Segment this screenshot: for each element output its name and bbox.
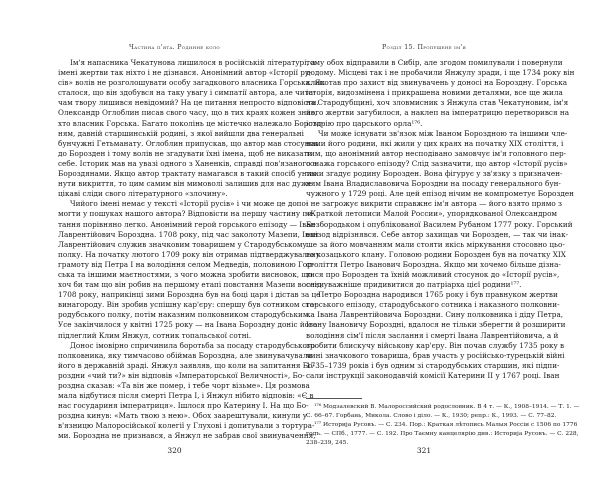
text-line: підлеглий Клим Янжул, сотник топальської сотні. xyxy=(58,330,252,340)
right-page xyxy=(306,0,580,481)
text-line: і не загрожує викрити справжнє ім'я автора — його взято прямо з xyxy=(306,199,562,209)
text-line: Чи може існувати зв'язок між Іваном Бороздною та іншими чле- xyxy=(318,128,568,138)
text-line: Петро Бороздна народився 1765 року і був правнуком жертви xyxy=(318,290,558,300)
text-line: історію про царського орла¹⁷⁶. xyxy=(306,118,423,128)
text-line: нути викриття, то цим самим він мимоволі залишив для нас дуже xyxy=(58,179,312,189)
text-line: тання порівняно легко. Анонімний герой горського епізоду — Іван xyxy=(58,219,316,229)
text-line: на Стародубщині, хоч зловмисник з Янжула став Чекатуновим, ім'я xyxy=(306,98,569,108)
text-line: горського епізоду, стародубського сотника і наказного полковни- xyxy=(306,300,560,310)
text-line: Івану Івановичу Бороздні, вдалося не тільки зберегти й розширити xyxy=(306,320,566,330)
text-line: історія, видозмінена і прикрашена новими деталями, все ще жила xyxy=(306,88,563,98)
text-line: чині значкового товариша, брав участь у російсько-турецькій війні xyxy=(306,350,565,360)
text-line: Лаврентійович служив значковим товаришем у Стародубському xyxy=(58,239,307,249)
text-line: до Борозден і тому волів не згадувати їхні імена, щоб не виказати xyxy=(58,148,313,158)
text-line: полковника, яку тимчасово обіймав Бороздна, але звинувачували xyxy=(58,350,313,360)
text-line: бунчужні Гетьманату. Оглоблин припускав, що автор мав стосунок xyxy=(58,138,319,148)
text-line: го козацького клану. Головою родини Борозден був на початку XIX xyxy=(306,249,566,259)
footnote-line: 238–239, 245. xyxy=(306,440,349,446)
text-line: себе. Історик мав на увазі одного з Ханенків, справді пов'язаного з xyxy=(58,158,317,168)
text-line: в'язницю Малоросійської колегії у Глухові і допитували з тортура- xyxy=(58,421,315,431)
text-line: сонажа горського епізоду? Слід зазначити, що автор «Історії русів» xyxy=(306,158,568,168)
text-line: полку. На початку лютого 1709 року він отримав підтверджувальну xyxy=(58,249,321,259)
text-line: роздни «чий ти?» він відповів «Імператорської Величності», Бо- xyxy=(58,370,305,380)
text-line: тому обох відправили в Сибір, але згодом помилували і повернули xyxy=(306,58,563,67)
text-line: ська та іншими маєтностями, з чого можна зробити висновок, що xyxy=(58,269,313,279)
text-line: Ім'я напасника Чекатунова лишилося в російській літературі, а xyxy=(70,58,316,67)
text-line: мала відбутися після смерті Петра І, і Янжул нібито відповів: «Є в xyxy=(58,391,314,401)
text-line: Чийого імені немає у тексті «Історії русів» і чи може це допо- xyxy=(70,199,309,209)
text-line: століття Петро Іванович Бороздна. Якщо ми хочемо більше дізна- xyxy=(306,259,561,269)
text-line: 1708 року, наприкінці зими Бороздна був на боці царя і дістав за це xyxy=(58,290,321,300)
text-line: винагороду. Він зробив успішну кар'єру: спершу був сотником ста- xyxy=(58,300,317,310)
footnote-line: ¹⁷⁶ Модзалевский В. Малороссийский родословник. В 4 т. — К., 1908–1914. — Т. 1. — xyxy=(314,404,580,410)
text-line: нас государиня імператриця». Ішлося про Катерину І. На що Бо- xyxy=(58,401,309,411)
text-line: слід уважніше придивитися до патріарха цієї родини¹⁷⁷. xyxy=(306,280,522,290)
text-line: цікаві сліди свого літературного «злочину». xyxy=(58,189,228,199)
text-line: Безбородьком і опублікованої Василем Рубаном 1777 року. Горський xyxy=(306,219,573,229)
text-line: його в державній зраді. Янжул заявляв, що коли на запитання Бо- xyxy=(58,360,315,370)
text-line: клопотав про захист від звинувачень у доносі на Бороздну. Горська xyxy=(306,78,568,88)
text-line: імені жертви так ніхто і не дізнався. Анонімний автор «Історії ру- xyxy=(58,68,312,78)
running-head: Розділ 15. Пропущене ім'я xyxy=(381,44,467,51)
text-line: Донос імовірно спричинила боротьба за посаду стародубського xyxy=(70,340,316,350)
text-line: хто власник Горська. Багато поколінь це містечко належало Борозд- xyxy=(58,118,324,128)
text-line: нами його родини, які жили у цих краях на початку XIX століття, і xyxy=(306,138,564,148)
text-line: ми. Бороздна не признався, а Янжул не забрав свої звинувачення, xyxy=(58,431,316,441)
footnote-line: С. 66–67. Горбань, Микола. Слово і діло. — К., 1930; репр.: К., 1993. — С. 77–82. xyxy=(306,413,557,419)
body-text xyxy=(306,58,575,381)
text-line: Усе закінчилося у квітні 1725 року — на Івана Бороздну доніс його xyxy=(58,320,318,330)
left-page xyxy=(58,0,325,481)
text-line: зробити блискучу військову кар'єру. Він почав службу 1735 року в xyxy=(306,340,565,350)
text-line: ка Івана Лаврентійовича Бороздни. Сину полковника і діду Петра, xyxy=(306,310,564,320)
text-line: ням, давній старшинській родині, з якої вийшли два генеральні xyxy=(58,128,304,138)
text-line: родубського полку, потім наказним полковником стародубським. xyxy=(58,310,311,320)
text-line: сали інструкції законодавчій комісії Катерини II у 1767 році. Іван xyxy=(306,370,560,380)
text-line: додому. Місцеві так і не пробачили Янжулу зради, і ще 1734 року він xyxy=(306,68,575,78)
text-line: роздна сказав: «Та він же помер, і тебе чорт візьме». Ця розмова xyxy=(58,381,310,390)
text-line: «Краткой летописи Малой России», упорядкованої Олександром xyxy=(306,209,558,219)
footnote-line: годъ. — СПб., 1777. — С. 192. Про Таємну канцелярію див.: Историја Русовъ. — С. 228, xyxy=(306,431,579,437)
text-line: тися про Борозден та їхній можливий стосунок до «Історії русів», xyxy=(306,269,560,279)
text-line: грамоту від Петра І на володіння селом Медведів, половиною Гор- xyxy=(58,259,315,269)
running-head: Частина п'ята. Родинне коло xyxy=(128,44,221,51)
text-line: володіння сім'ї після заслання і смерті Івана Лаврентійовича, а й xyxy=(306,330,559,340)
text-line: Лаврентійович Бороздна. 1708 року, під час заколоту Мазепи, Іван xyxy=(58,229,319,239)
text-line: 1735–1739 років і був одним зі стародубських старшин, які підпи- xyxy=(306,360,560,370)
page-number: 320 xyxy=(167,446,182,455)
text-line: ням Івана Владиславовича Бороздни на посаду генерального бун- xyxy=(306,179,561,189)
page-number: 321 xyxy=(416,446,432,455)
text-line: ше за його мовчанням мали стояти якісь міркування стосовно цьо- xyxy=(306,239,565,249)
body-text xyxy=(58,58,325,442)
text-line: його жертви загубилося, а наклеп на імператрицю перетворився на xyxy=(306,108,570,118)
text-line: епізод відрізнявся. Себе автор захищав чи Борозден, — так чи інак- xyxy=(306,229,569,239)
text-line: Бороздянами. Якщо автор трактату намагався в такий спосіб уник- xyxy=(58,169,319,179)
footnotes xyxy=(306,403,580,448)
text-line: тим, що анонімний автор несподівано замовчує ім'я головного пер- xyxy=(306,148,567,158)
text-line: хоч би там що він робив на першому етапі повстання Мазепи восени xyxy=(58,280,325,290)
text-line: роздна кинув: «Мать твою з нею». Обох заарештували, кинули у xyxy=(58,411,307,421)
text-line: чужного у 1729 році. Але цей епізод нічим не компрометує Борозден xyxy=(306,189,574,199)
text-line: сталося, що він здобувся на таку увагу і симпатії автора, але чита- xyxy=(58,88,316,98)
text-line: могти у пошуках нашого автора? Відповісти на першу частину пи- xyxy=(58,209,315,219)
text-line: чам твору лишився невідомий? На це питання непросто відповісти. xyxy=(58,98,319,108)
text-line: сів» волів не розголошувати особу загадкового власника Горська. Як xyxy=(58,78,325,88)
footnote-divider xyxy=(306,398,362,399)
text-line: Олександр Оглоблин писав свого часу, що в тих краях кожен знав, xyxy=(58,108,318,118)
footnote-line: ¹⁷⁷ Историја Русовъ. — С. 234. Пор.: Краткая лѣтопись Малыя Россіи с 1506 по 1776 xyxy=(314,422,578,428)
text-line: таки згадує родину Борозден. Вона фігурує у зв'язку з призначен- xyxy=(306,169,563,179)
